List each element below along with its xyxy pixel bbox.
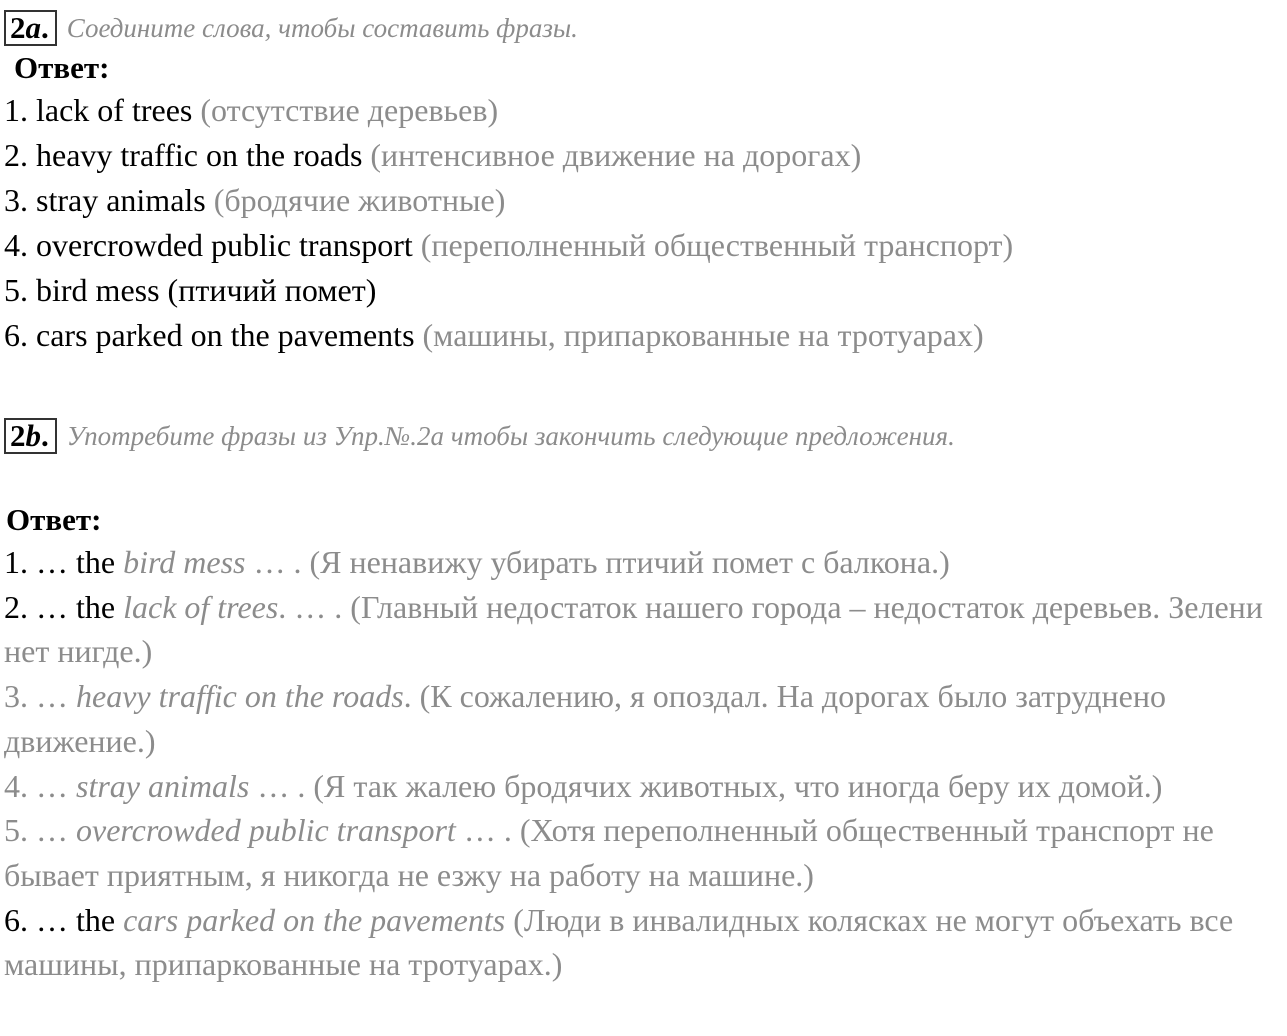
list-item: 5. … overcrowded public transport … . (Хотя переполненный общественный транспорт не бывает приятным, я никогда не езжу на работу на машине.) [4, 812, 1214, 893]
list-item: 3. … heavy traffic on the roads. (К сожалению, я опоздал. На дорогах было затруднено движение.) [4, 678, 1166, 759]
list-item: 1. lack of trees (отсутствие деревьев) [4, 92, 499, 128]
list-item: 2. heavy traffic on the roads (интенсивное движение на дорогах) [4, 137, 862, 173]
list-item: 4. overcrowded public transport (переполненный общественный транспорт) [4, 227, 1014, 263]
exercise-number-badge: 2b. [4, 418, 57, 454]
answer-label: Ответ: [14, 50, 110, 85]
exercise-2a [4, 8, 1287, 358]
list-item: 5. bird mess (птичий помет) [4, 272, 377, 308]
list-item: 2. … the lack of trees. … . (Главный недостаток нашего города – недостаток деревьев. Зелени нет нигде.) [4, 588, 1263, 670]
task-instruction: Употребите фразы из Упр.№.2а чтобы закончить следующие предложения. [66, 420, 955, 451]
answer-list-2a [4, 88, 1287, 358]
task-instruction: Соедините слова, чтобы составить фразы. [66, 12, 578, 43]
task-header-2a [4, 8, 1287, 48]
list-item: 6. cars parked on the pavements (машины, припаркованные на тротуарах) [4, 317, 984, 353]
exercise-2b [4, 416, 1287, 987]
list-item: 4. … stray animals … . (Я так жалею бродячих животных, что иногда беру их домой.) [4, 767, 1163, 804]
list-item: 6. … the cars parked on the pavements (Люди в инвалидных колясках не могут объехать все машины, припаркованные на тротуарах.) [4, 901, 1234, 983]
answer-list-2b [4, 540, 1287, 987]
answer-label: Ответ: [6, 502, 102, 537]
exercise-number-badge: 2a. [4, 10, 57, 46]
list-item: 1. … the bird mess … . (Я ненавижу убирать птичий помет с балкона.) [4, 544, 950, 580]
list-item: 3. stray animals (бродячие животные) [4, 182, 506, 218]
task-header-2b [4, 416, 1287, 456]
